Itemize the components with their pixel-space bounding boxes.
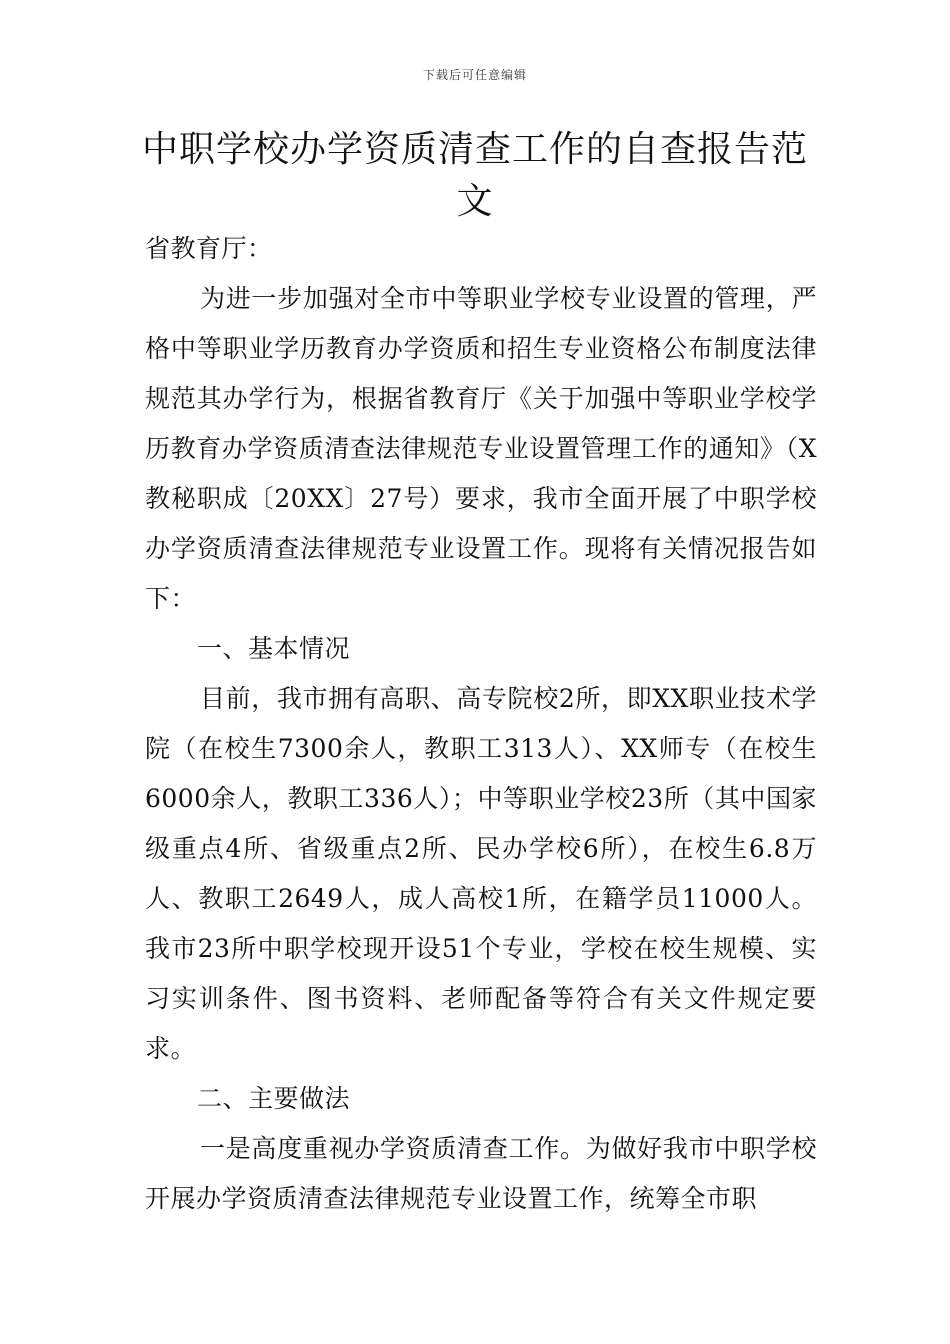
paragraph-methods: 一是高度重视办学资质清查工作。为做好我市中职学校开展办学资质清查法律规范专业设置工作，统筹全市职 — [145, 1134, 817, 1213]
header-note: 下载后可任意编辑 — [422, 68, 527, 82]
section-heading-methods: 二、主要做法 — [197, 1084, 351, 1113]
salutation: 省教育厅： — [145, 234, 273, 263]
document-title: 中职学校办学资质清查工作的自查报告范文 — [141, 129, 808, 222]
document-body — [145, 224, 817, 1224]
section-heading-basic: 一、基本情况 — [197, 634, 351, 663]
paragraph-intro: 为进一步加强对全市中等职业学校专业设置的管理，严格中等职业学历教育办学资质和招生专业资格公布制度法律规范其办学行为，根据省教育厅《关于加强中等职业学校学历教育办学资质清查法律规范专业设置管理工作的通知》（X教秘职成〔20XX〕27号）要求，我市全面开展了中职学校办学资质清查法律规范专业设置工作。现将有关情况报告如下： — [145, 284, 817, 613]
paragraph-basic: 目前，我市拥有高职、高专院校2所，即XX职业技术学院（在校生7300余人，教职工313人）、XX师专（在校生6000余人，教职工336人）；中等职业学校23所（其中国家级重点4所、省级重点2所、民办学校6所），在校生6.8万人、教职工2649人，成人高校1所，在籍学员11000人。我市23所中职学校现开设51个专业，学校在校生规模、实习实训条件、图书资料、老师配备等符合有关文件规定要求。 — [145, 684, 817, 1063]
